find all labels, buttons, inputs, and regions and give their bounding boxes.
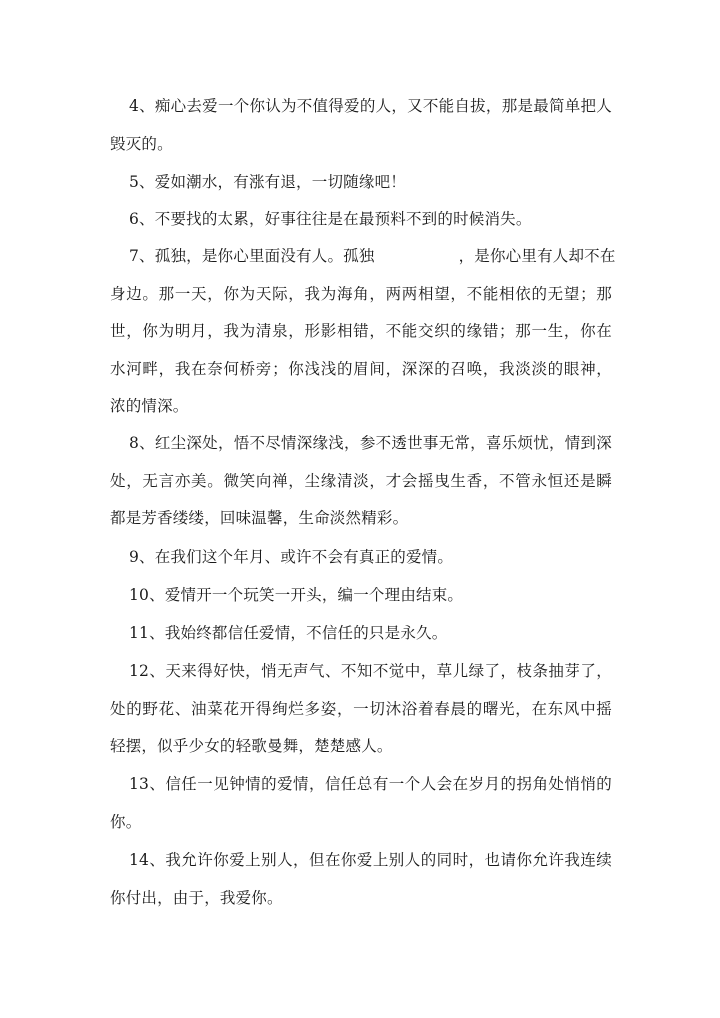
paragraph-line: 11、我始终都信任爱情，不信任的只是永久。 xyxy=(129,624,448,642)
paragraph-line: 9、在我们这个年月、或许不会有真正的爱情。 xyxy=(129,548,454,566)
paragraph-11 xyxy=(110,615,612,653)
paragraph-line xyxy=(110,238,616,276)
paragraph-line: 处的野花、油菜花开得绚烂多姿，一切沐浴着春晨的曙光，在东风中摇 xyxy=(110,699,612,718)
paragraph-7 xyxy=(110,238,616,426)
paragraph-10 xyxy=(110,577,612,615)
paragraph-7-first-part: 7、孤独，是你心里面没有人。孤独 xyxy=(129,247,375,265)
paragraph-line: 4、痴心去爱一个你认为不值得爱的人，又不能自拔，那是最简单把人 xyxy=(129,97,612,115)
paragraph-line: 14、我允许你爱上别人，但在你爱上别人的同时，也请你允许我连续 xyxy=(129,851,612,869)
paragraph-line: 5、爱如潮水，有涨有退，一切随缘吧！ xyxy=(129,173,406,191)
paragraph-line: 13、信任一见钟情的爱情，信任总有一个人会在岁月的拐角处悄悄的 xyxy=(129,775,612,793)
paragraph-line: 12、天来得好快，悄无声气、不知不觉中，草儿绿了，枝条抽芽了， xyxy=(129,662,612,680)
paragraph-line: 浓的情深。 xyxy=(110,397,189,415)
paragraph-5 xyxy=(110,164,612,202)
paragraph-6 xyxy=(110,201,612,239)
paragraph-line: 8、红尘深处，悟不尽情深缘浅，参不透世事无常，喜乐烦忧，情到深 xyxy=(129,434,612,452)
paragraph-line: 你付出，由于，我爱你。 xyxy=(110,888,283,907)
paragraph-line: 都是芳香缕缕，回味温馨，生命淡然精彩。 xyxy=(110,509,409,527)
paragraph-7-second-part: ，是你心里有人却不在 xyxy=(458,247,616,265)
paragraph-13 xyxy=(110,766,612,841)
paragraph-4 xyxy=(110,88,612,163)
paragraph-line: 你。 xyxy=(110,812,142,831)
paragraph-line: 6、不要找的太累，好事往往是在最预料不到的时候消失。 xyxy=(129,210,532,228)
paragraph-14 xyxy=(110,842,612,917)
paragraph-line: 10、爱情开一个玩笑一开头，编一个理由结束。 xyxy=(129,586,464,604)
paragraph-12 xyxy=(110,653,612,766)
paragraph-8 xyxy=(110,425,612,538)
paragraph-9 xyxy=(110,539,612,577)
paragraph-line: 身边。那一天，你为天际，我为海角，两两相望，不能相依的无望；那 xyxy=(110,284,612,303)
paragraph-line: 世，你为明月，我为清泉，形影相错，不能交织的缘错；那一生，你在 xyxy=(110,322,612,340)
paragraph-line: 处，无言亦美。微笑向禅，尘缘清淡，才会摇曳生香，不管永恒还是瞬 xyxy=(110,471,612,490)
paragraph-line: 水河畔，我在奈何桥旁；你浅浅的眉间，深深的召唤，我淡淡的眼神， xyxy=(110,359,612,378)
paragraph-line: 轻摆，似乎少女的轻歌曼舞，楚楚感人。 xyxy=(110,737,393,755)
paragraph-line: 毁灭的。 xyxy=(110,134,173,153)
